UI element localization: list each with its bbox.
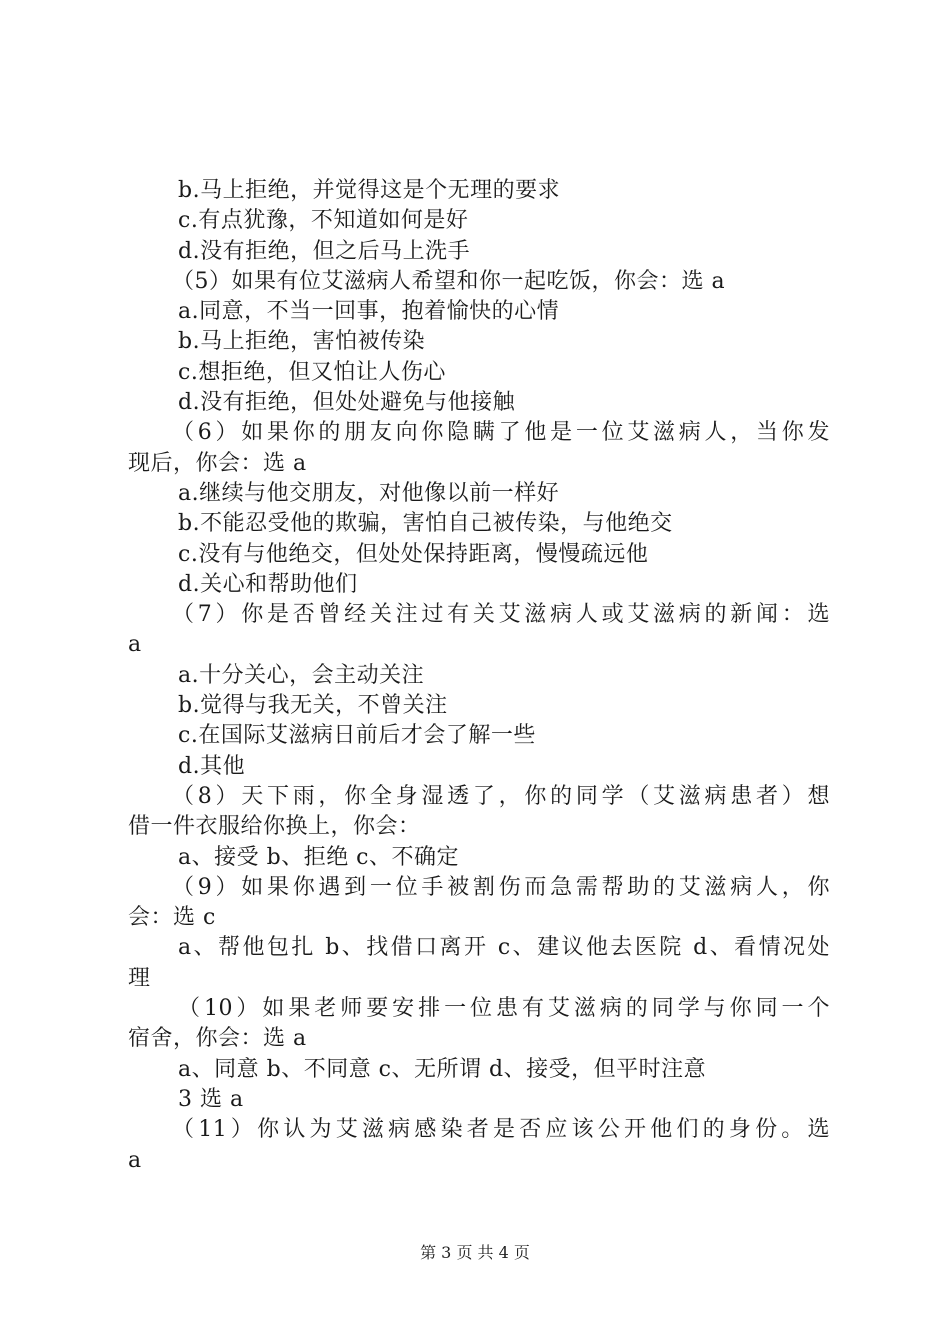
text-line: 现后，你会：选 a	[128, 450, 307, 476]
text-line: （6）如果你的朋友向你隐瞒了他是一位艾滋病人，当你发	[172, 420, 830, 446]
text-line: b.马上拒绝，害怕被传染	[178, 329, 426, 355]
text-line: （10）如果老师要安排一位患有艾滋病的同学与你同一个	[178, 996, 830, 1022]
text-line: a、同意 b、不同意 c、无所谓 d、接受，但平时注意	[178, 1056, 707, 1082]
text-line: （8）天下雨，你全身湿透了，你的同学（艾滋病患者）想	[172, 783, 830, 809]
text-line: d.其他	[178, 753, 246, 779]
text-line: （7）你是否曾经关注过有关艾滋病人或艾滋病的新闻：选	[172, 602, 830, 628]
text-line: （5）如果有位艾滋病人希望和你一起吃饭，你会：选 a	[172, 268, 726, 294]
text-line: c.有点犹豫，不知道如何是好	[178, 208, 469, 234]
page-footer: 第 3 页 共 4 页	[420, 1243, 530, 1262]
text-line: c.在国际艾滋病日前后才会了解一些	[178, 723, 536, 749]
text-line: a	[128, 1147, 142, 1173]
text-line: a.十分关心，会主动关注	[178, 662, 425, 688]
text-line: a、接受 b、拒绝 c、不确定	[178, 844, 460, 870]
text-line: 宿舍，你会：选 a	[128, 1026, 307, 1052]
text-line: a	[128, 632, 142, 658]
text-line: d.关心和帮助他们	[178, 571, 358, 597]
text-line: a、帮他包扎 b、找借口离开 c、建议他去医院 d、看情况处	[178, 935, 830, 961]
text-line: b.不能忍受他的欺骗，害怕自己被传染，与他绝交	[178, 511, 673, 537]
text-line: b.马上拒绝，并觉得这是个无理的要求	[178, 178, 561, 203]
text-line: b.觉得与我无关，不曾关注	[178, 693, 448, 719]
text-line: d.没有拒绝，但处处避免与他接触	[178, 390, 516, 416]
text-line: （11）你认为艾滋病感染者是否应该公开他们的身份。选	[172, 1117, 830, 1143]
text-line: a.继续与他交朋友，对他像以前一样好	[178, 480, 560, 506]
document-body	[128, 176, 830, 1176]
text-line: 3 选 a	[178, 1086, 244, 1112]
text-line: c.没有与他绝交，但处处保持距离，慢慢疏远他	[178, 541, 649, 567]
text-line: （9）如果你遇到一位手被割伤而急需帮助的艾滋病人，你	[172, 874, 830, 900]
text-line: d.没有拒绝，但之后马上洗手	[178, 238, 471, 264]
text-line: a.同意，不当一回事，抱着愉快的心情	[178, 299, 560, 325]
text-line: 借一件衣服给你换上，你会：	[128, 814, 421, 840]
text-line: 会：选 c	[128, 905, 216, 931]
text-line: 理	[128, 965, 151, 991]
text-line: c.想拒绝，但又怕让人伤心	[178, 359, 446, 385]
